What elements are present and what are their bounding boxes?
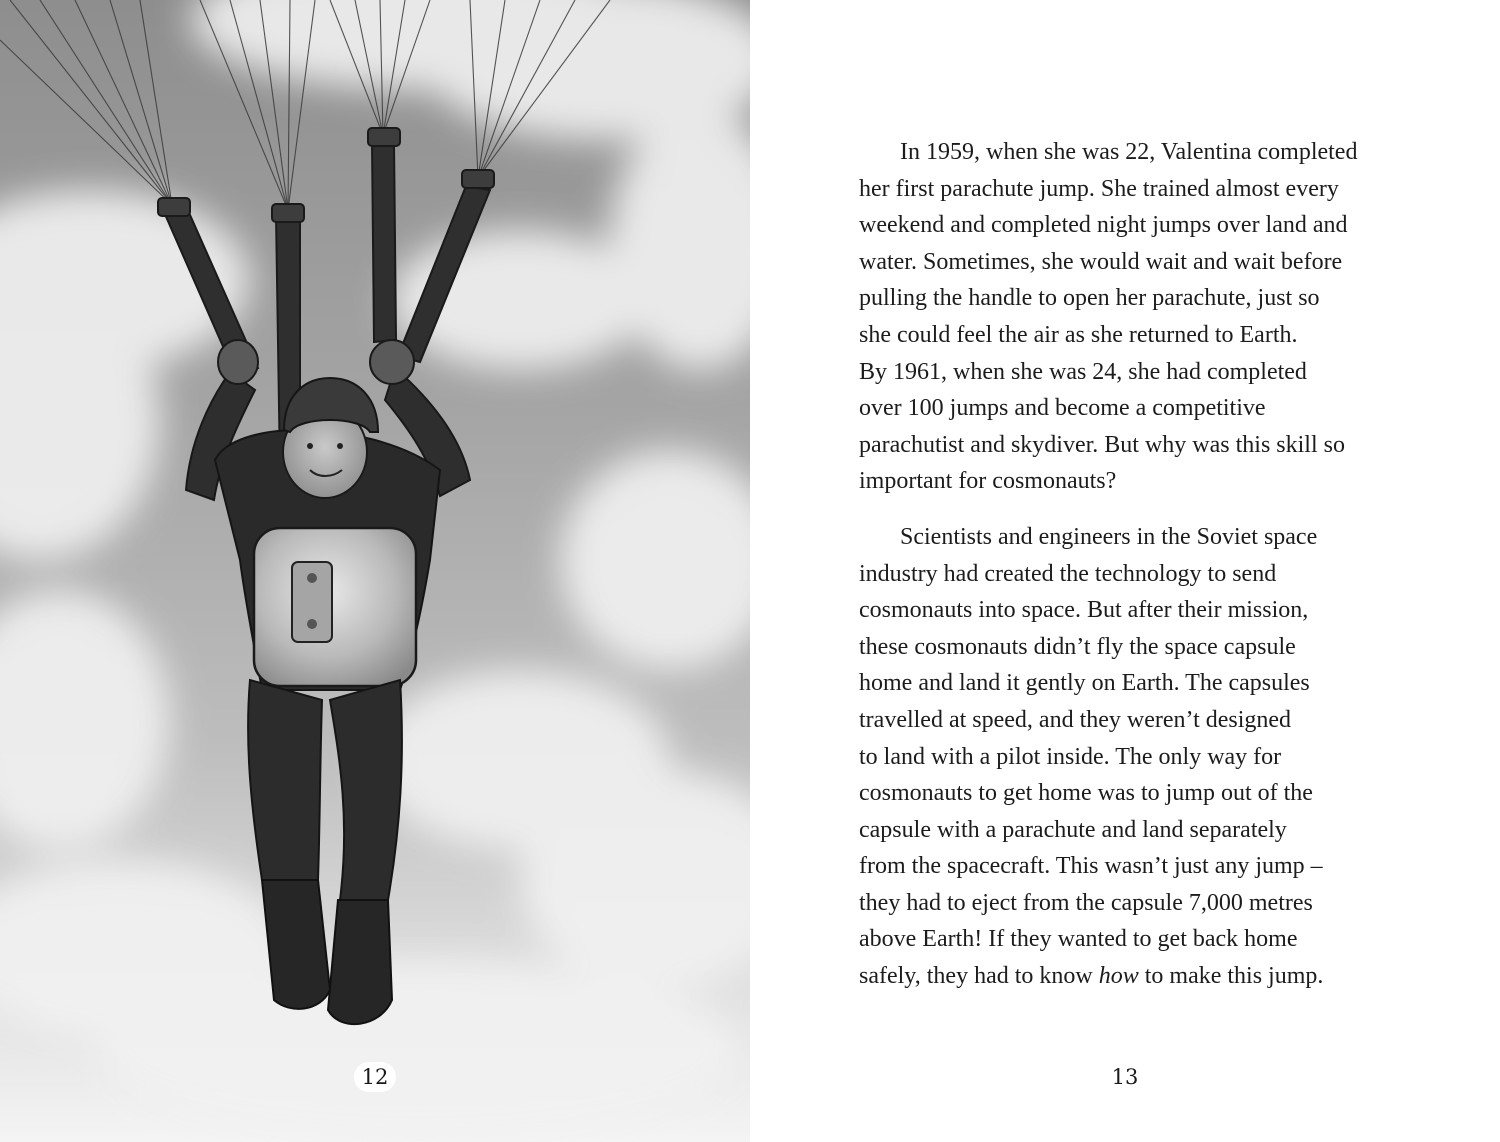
emphasis-word: how xyxy=(1098,963,1139,990)
text-line: travelled at speed, and they weren’t designed xyxy=(859,706,1292,733)
text-line: water. Sometimes, she would wait and wait before xyxy=(859,248,1343,275)
text-line: cosmonauts into space. But after their mission, xyxy=(859,597,1309,624)
text-line: above Earth! If they wanted to get back home xyxy=(859,926,1298,953)
text-segment: to make this jump. xyxy=(1138,963,1324,990)
text-line: By 1961, when she was 24, she had completed xyxy=(859,358,1307,385)
text-line: important for cosmonauts? xyxy=(859,468,1117,495)
text-line: these cosmonauts didn’t fly the space capsule xyxy=(859,633,1296,660)
text-line: industry had created the technology to send xyxy=(859,560,1277,587)
paragraph-1 xyxy=(859,134,1399,500)
text-line: her first parachute jump. She trained almost every xyxy=(859,175,1339,202)
text-segment: safely, they had to know xyxy=(859,963,1099,990)
text-line-last xyxy=(859,958,1399,995)
body-text xyxy=(859,134,1399,995)
text-line: to land with a pilot inside. The only way for xyxy=(859,743,1282,770)
page-number-left: 12 xyxy=(354,1062,396,1092)
text-line: In 1959, when she was 22, Valentina completed xyxy=(900,139,1358,165)
text-line: home and land it gently on Earth. The capsules xyxy=(859,670,1310,697)
text-line: capsule with a parachute and land separately xyxy=(859,816,1287,843)
text-line: from the spacecraft. This wasn’t just any jump – xyxy=(859,853,1323,880)
text-line: pulling the handle to open her parachute, just so xyxy=(859,285,1320,312)
paragraph-spacer xyxy=(859,500,1399,519)
page-number-right: 13 xyxy=(1111,1065,1139,1089)
text-line: they had to eject from the capsule 7,000 metres xyxy=(859,889,1313,916)
text-line: over 100 jumps and become a competitive xyxy=(859,395,1266,422)
text-line: Scientists and engineers in the Soviet space xyxy=(900,523,1318,550)
text-line: parachutist and skydiver. But why was this skill so xyxy=(859,431,1345,458)
text-line: cosmonauts to get home was to jump out of the xyxy=(859,780,1313,807)
paragraph-2 xyxy=(859,519,1399,995)
text-line: she could feel the air as she returned to Earth. xyxy=(859,321,1298,348)
text-line: weekend and completed night jumps over land and xyxy=(859,212,1348,239)
right-page xyxy=(750,0,1500,1142)
